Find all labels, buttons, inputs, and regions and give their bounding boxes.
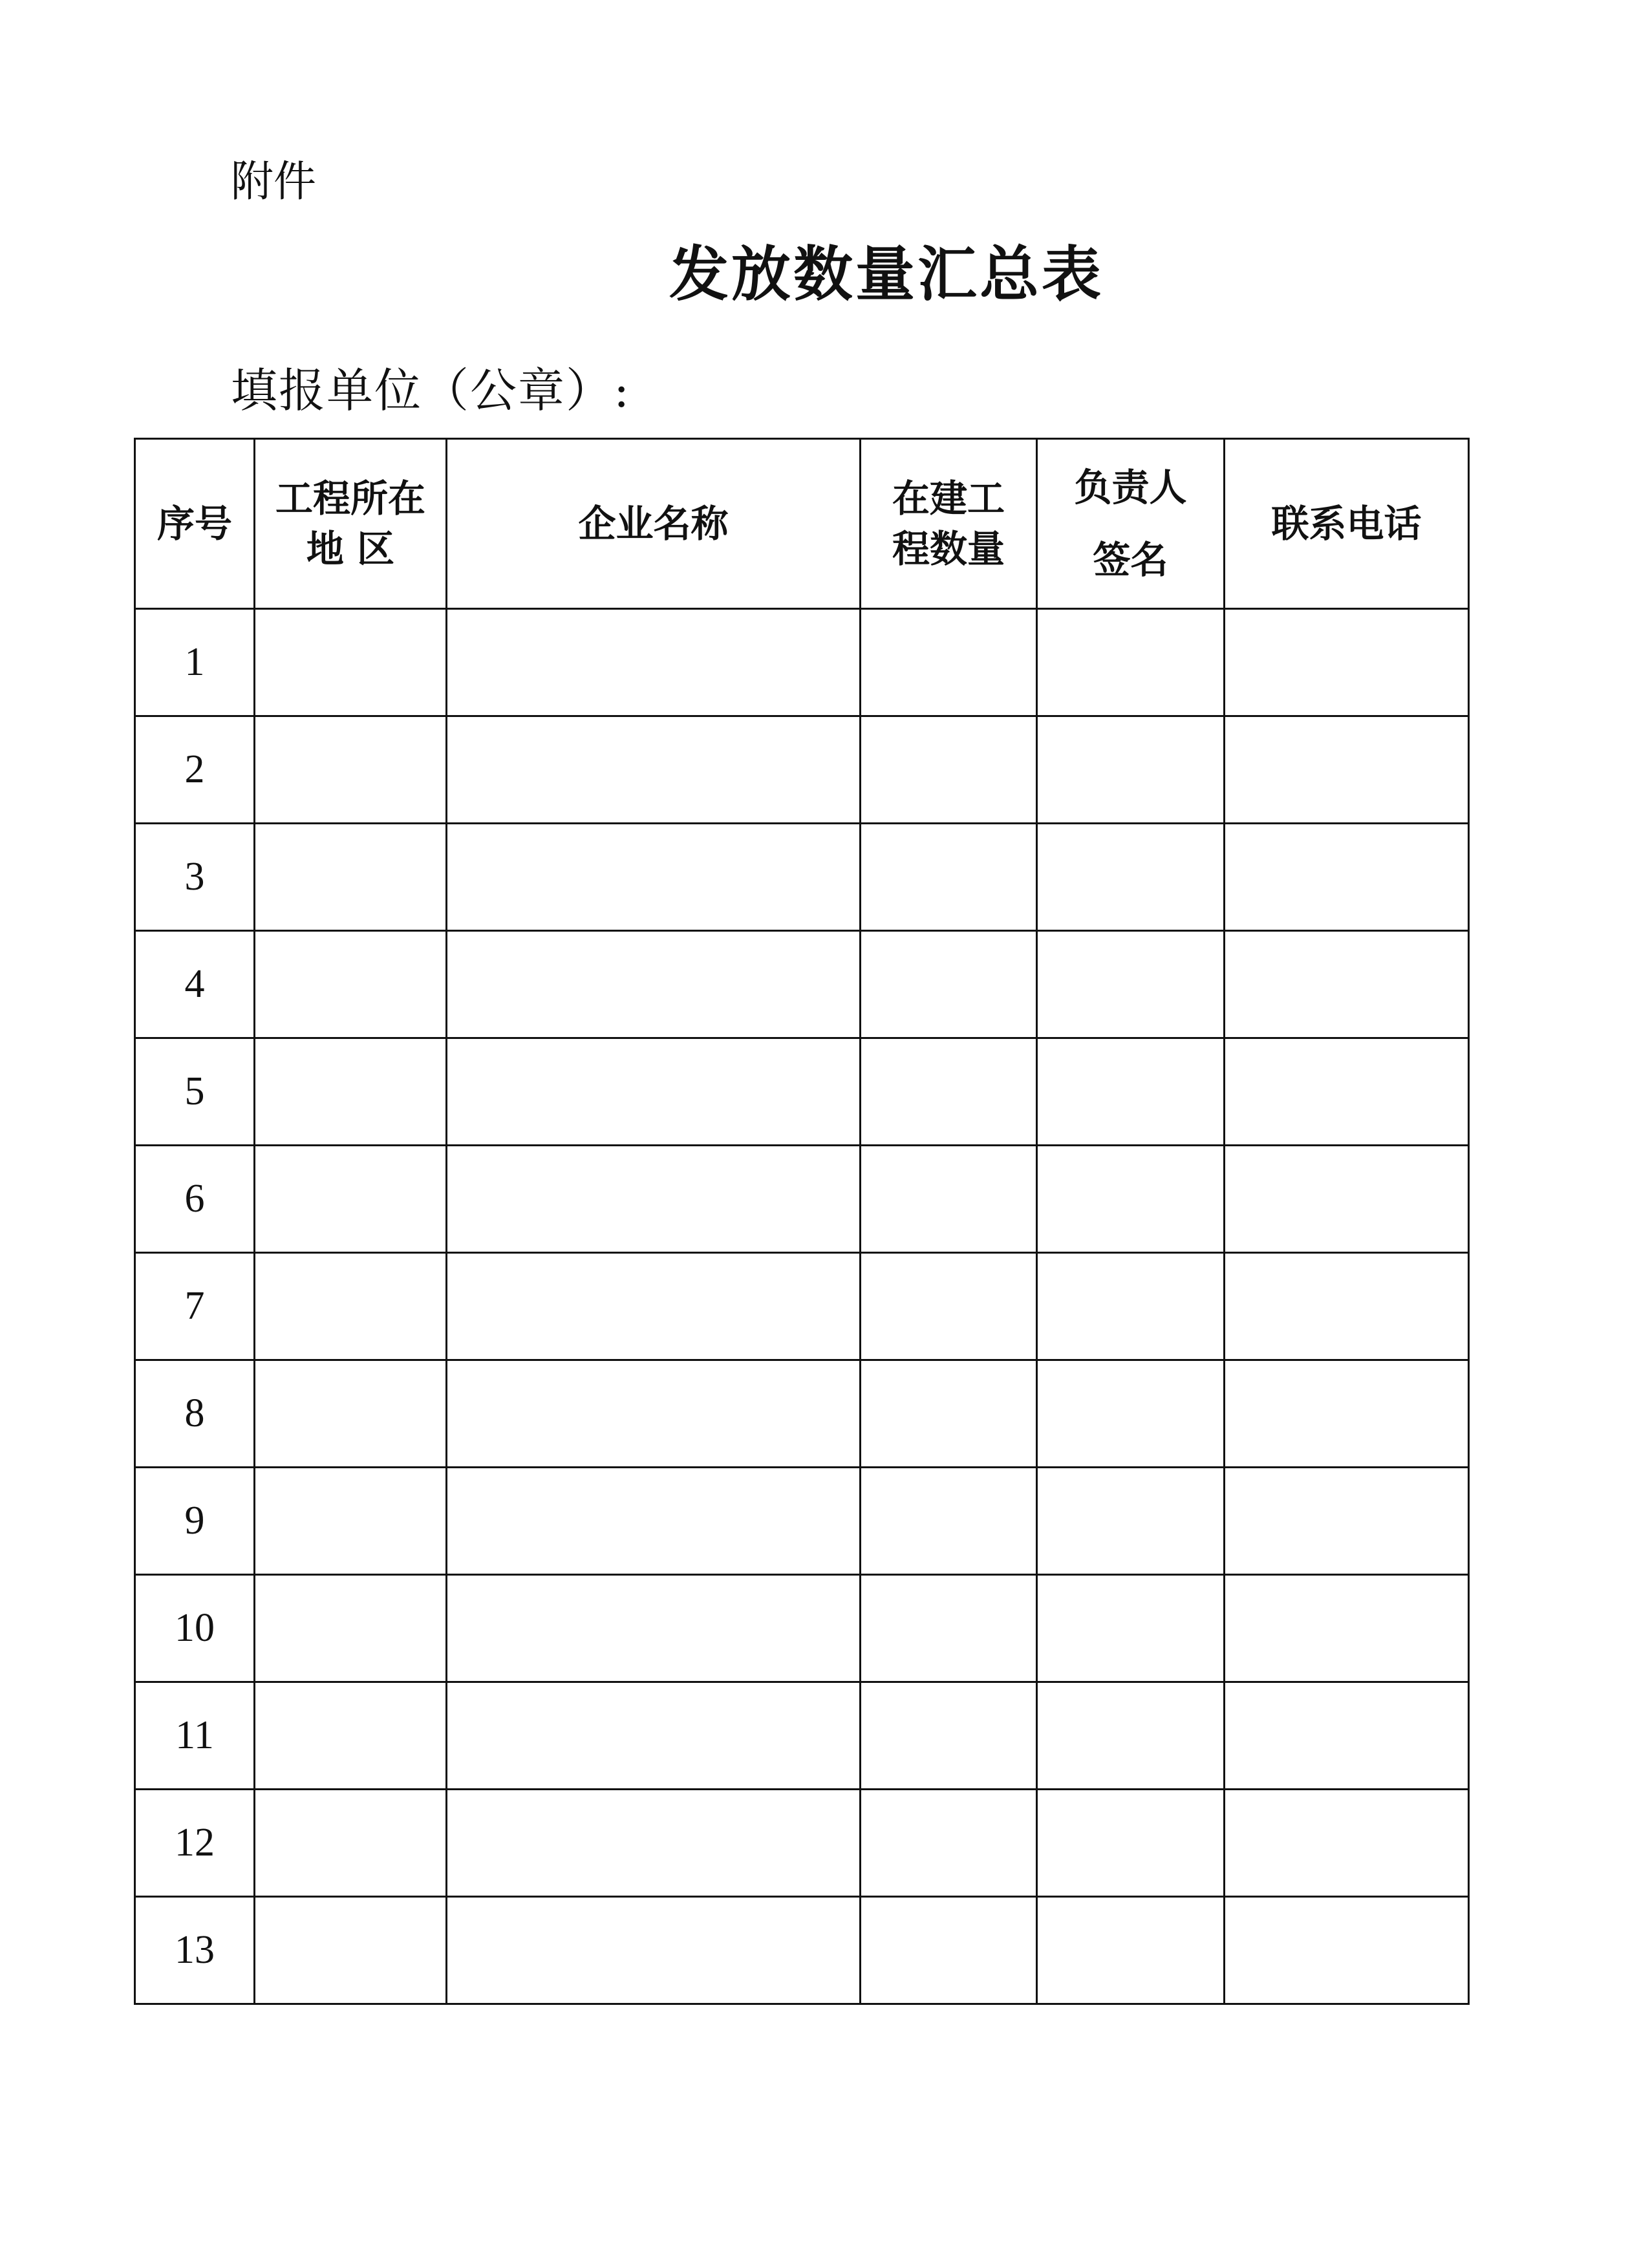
cell-project-area[interactable]: [255, 1897, 447, 2004]
cell-responsible-signature[interactable]: [1037, 1468, 1225, 1575]
cell-project-count[interactable]: [861, 1146, 1037, 1253]
row-number: 4: [135, 931, 255, 1038]
table-row: [135, 824, 1469, 931]
cell-project-area[interactable]: [255, 1038, 447, 1146]
reporting-unit-label: 填报单位（公章）:: [231, 363, 631, 418]
row-number: 3: [135, 824, 255, 931]
cell-responsible-signature[interactable]: [1037, 1253, 1225, 1360]
table-row: [135, 1253, 1469, 1360]
cell-responsible-signature[interactable]: [1037, 824, 1225, 931]
row-number: 9: [135, 1468, 255, 1575]
header-project-count-line2: 程数量: [892, 527, 1005, 571]
cell-contact-phone[interactable]: [1225, 1897, 1469, 2004]
cell-project-count[interactable]: [861, 1682, 1037, 1790]
table-body: [135, 609, 1469, 2004]
cell-project-count[interactable]: [861, 824, 1037, 931]
header-project-count-line1: 在建工: [892, 476, 1005, 520]
cell-project-count[interactable]: [861, 1575, 1037, 1682]
cell-company-name[interactable]: [447, 1790, 861, 1897]
cell-responsible-signature[interactable]: [1037, 1682, 1225, 1790]
cell-project-count[interactable]: [861, 1790, 1037, 1897]
attachment-label: 附件: [231, 156, 316, 206]
table-row: [135, 1468, 1469, 1575]
cell-project-count[interactable]: [861, 1253, 1037, 1360]
cell-project-area[interactable]: [255, 824, 447, 931]
cell-company-name[interactable]: [447, 1253, 861, 1360]
row-number: 1: [135, 609, 255, 716]
header-responsible-signature-line2: 签名: [1093, 538, 1168, 582]
cell-responsible-signature[interactable]: [1037, 1146, 1225, 1253]
header-project-area-line2: 地 区: [306, 527, 395, 571]
cell-company-name[interactable]: [447, 1360, 861, 1468]
cell-company-name[interactable]: [447, 824, 861, 931]
cell-project-area[interactable]: [255, 1468, 447, 1575]
row-number: 7: [135, 1253, 255, 1360]
row-number: 10: [135, 1575, 255, 1682]
row-number: 5: [135, 1038, 255, 1146]
table-row: [135, 609, 1469, 716]
row-number: 13: [135, 1897, 255, 2004]
cell-project-area[interactable]: [255, 1575, 447, 1682]
cell-responsible-signature[interactable]: [1037, 931, 1225, 1038]
header-responsible-signature-line1: 负责人: [1074, 465, 1187, 509]
cell-responsible-signature[interactable]: [1037, 716, 1225, 824]
summary-table: [134, 438, 1470, 2005]
cell-company-name[interactable]: [447, 931, 861, 1038]
cell-contact-phone[interactable]: [1225, 1790, 1469, 1897]
cell-project-count[interactable]: [861, 1038, 1037, 1146]
cell-project-count[interactable]: [861, 1897, 1037, 2004]
cell-responsible-signature[interactable]: [1037, 1575, 1225, 1682]
table-row: [135, 716, 1469, 824]
cell-contact-phone[interactable]: [1225, 716, 1469, 824]
cell-responsible-signature[interactable]: [1037, 1038, 1225, 1146]
cell-contact-phone[interactable]: [1225, 1682, 1469, 1790]
table-row: [135, 1146, 1469, 1253]
cell-contact-phone[interactable]: [1225, 1468, 1469, 1575]
cell-responsible-signature[interactable]: [1037, 1360, 1225, 1468]
cell-project-count[interactable]: [861, 1360, 1037, 1468]
cell-contact-phone[interactable]: [1225, 931, 1469, 1038]
cell-project-count[interactable]: [861, 931, 1037, 1038]
cell-company-name[interactable]: [447, 716, 861, 824]
table-header-row: [135, 439, 1469, 609]
cell-contact-phone[interactable]: [1225, 1038, 1469, 1146]
cell-project-area[interactable]: [255, 931, 447, 1038]
table-row: [135, 1790, 1469, 1897]
header-project-area: [255, 439, 447, 609]
header-responsible-signature: [1037, 439, 1225, 609]
cell-responsible-signature[interactable]: [1037, 609, 1225, 716]
header-company-name: 企业名称: [447, 439, 861, 609]
header-seq: 序号: [135, 439, 255, 609]
cell-project-count[interactable]: [861, 1468, 1037, 1575]
cell-project-area[interactable]: [255, 1360, 447, 1468]
cell-responsible-signature[interactable]: [1037, 1897, 1225, 2004]
table-row: [135, 1575, 1469, 1682]
cell-project-count[interactable]: [861, 716, 1037, 824]
page-title: 发放数量汇总表: [669, 239, 1104, 309]
cell-contact-phone[interactable]: [1225, 824, 1469, 931]
cell-project-area[interactable]: [255, 1253, 447, 1360]
cell-company-name[interactable]: [447, 609, 861, 716]
row-number: 8: [135, 1360, 255, 1468]
header-project-count: [861, 439, 1037, 609]
table-row: [135, 1360, 1469, 1468]
row-number: 12: [135, 1790, 255, 1897]
table-row: [135, 1897, 1469, 2004]
cell-responsible-signature[interactable]: [1037, 1790, 1225, 1897]
cell-contact-phone[interactable]: [1225, 1575, 1469, 1682]
cell-project-area[interactable]: [255, 1682, 447, 1790]
cell-company-name[interactable]: [447, 1468, 861, 1575]
table-row: [135, 1682, 1469, 1790]
row-number: 11: [135, 1682, 255, 1790]
cell-contact-phone[interactable]: [1225, 609, 1469, 716]
cell-contact-phone[interactable]: [1225, 1360, 1469, 1468]
row-number: 2: [135, 716, 255, 824]
cell-project-area[interactable]: [255, 1790, 447, 1897]
cell-company-name[interactable]: [447, 1682, 861, 1790]
header-project-area-line1: 工程所在: [275, 476, 425, 520]
cell-contact-phone[interactable]: [1225, 1146, 1469, 1253]
cell-company-name[interactable]: [447, 1146, 861, 1253]
cell-company-name[interactable]: [447, 1897, 861, 2004]
cell-contact-phone[interactable]: [1225, 1253, 1469, 1360]
cell-project-count[interactable]: [861, 609, 1037, 716]
cell-project-area[interactable]: [255, 609, 447, 716]
cell-company-name[interactable]: [447, 1575, 861, 1682]
cell-project-area[interactable]: [255, 716, 447, 824]
cell-company-name[interactable]: [447, 1038, 861, 1146]
cell-project-area[interactable]: [255, 1146, 447, 1253]
table-row: [135, 1038, 1469, 1146]
row-number: 6: [135, 1146, 255, 1253]
table-row: [135, 931, 1469, 1038]
header-contact-phone: 联系电话: [1225, 439, 1469, 609]
